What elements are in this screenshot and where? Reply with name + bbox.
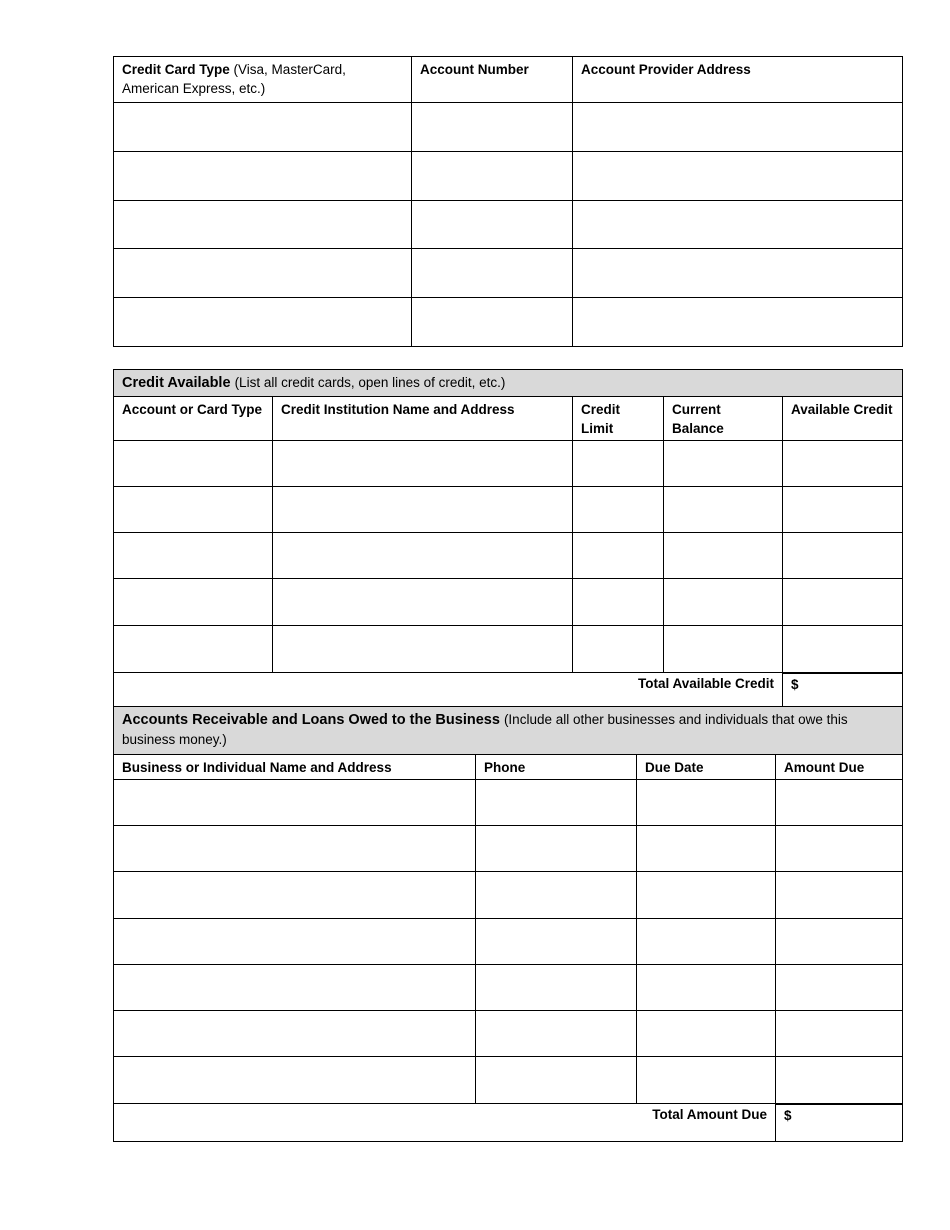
table-row <box>114 1011 903 1057</box>
available-cell[interactable] <box>783 441 903 487</box>
receivables-title: Accounts Receivable and Loans Owed to the Business <box>122 712 500 728</box>
due-date-cell[interactable] <box>637 780 776 826</box>
provider-address-cell[interactable] <box>573 249 903 298</box>
institution-cell[interactable] <box>273 579 573 626</box>
due-date-cell[interactable] <box>637 965 776 1011</box>
total-amount-due-label: Total Amount Due <box>114 1104 776 1142</box>
business-name-cell[interactable] <box>114 826 476 872</box>
limit-cell[interactable] <box>573 487 664 533</box>
credit-institution-header: Credit Institution Name and Address <box>273 397 573 441</box>
provider-address-cell[interactable] <box>573 201 903 249</box>
credit-available-table <box>113 369 903 710</box>
amount-due-cell[interactable] <box>776 872 903 919</box>
due-date-header: Due Date <box>637 755 776 780</box>
amount-due-cell[interactable] <box>776 965 903 1011</box>
table-row <box>114 826 903 872</box>
amount-due-cell[interactable] <box>776 1011 903 1057</box>
section-title <box>114 707 903 755</box>
available-cell[interactable] <box>783 626 903 673</box>
balance-cell[interactable] <box>664 533 783 579</box>
table-row <box>114 152 903 201</box>
phone-cell[interactable] <box>476 780 637 826</box>
available-cell[interactable] <box>783 487 903 533</box>
section-title <box>114 370 903 397</box>
limit-cell[interactable] <box>573 579 664 626</box>
credit-card-type-label: Credit Card Type <box>122 62 230 77</box>
table-row <box>114 579 903 626</box>
phone-cell[interactable] <box>476 1057 637 1104</box>
account-number-header: Account Number <box>412 57 573 103</box>
balance-cell[interactable] <box>664 579 783 626</box>
table-row <box>114 872 903 919</box>
table-row <box>114 441 903 487</box>
table-row <box>114 919 903 965</box>
receivables-total-row <box>114 1104 903 1142</box>
amount-due-header: Amount Due <box>776 755 903 780</box>
account-number-cell[interactable] <box>412 298 573 347</box>
credit-card-table <box>113 56 903 347</box>
limit-cell[interactable] <box>573 441 664 487</box>
amount-due-cell[interactable] <box>776 826 903 872</box>
receivables-title-row <box>114 707 903 755</box>
account-number-cell[interactable] <box>412 152 573 201</box>
limit-cell[interactable] <box>573 533 664 579</box>
table-row <box>114 626 903 673</box>
provider-address-cell[interactable] <box>573 152 903 201</box>
due-date-cell[interactable] <box>637 1011 776 1057</box>
amount-due-cell[interactable] <box>776 780 903 826</box>
limit-cell[interactable] <box>573 626 664 673</box>
total-amount-due-value[interactable]: $ <box>776 1104 903 1142</box>
account-type-cell[interactable] <box>114 579 273 626</box>
institution-cell[interactable] <box>273 533 573 579</box>
credit-card-type-header <box>114 57 412 103</box>
amount-due-cell[interactable] <box>776 1057 903 1104</box>
credit-card-type-cell[interactable] <box>114 103 412 152</box>
provider-address-cell[interactable] <box>573 298 903 347</box>
amount-due-cell[interactable] <box>776 919 903 965</box>
due-date-cell[interactable] <box>637 872 776 919</box>
available-credit-header: Available Credit <box>783 397 903 441</box>
phone-cell[interactable] <box>476 965 637 1011</box>
credit-total-row <box>114 673 903 710</box>
phone-cell[interactable] <box>476 1011 637 1057</box>
table-row <box>114 965 903 1011</box>
current-balance-header: Current Balance <box>664 397 783 441</box>
business-name-header: Business or Individual Name and Address <box>114 755 476 780</box>
institution-cell[interactable] <box>273 626 573 673</box>
accounts-receivable-table <box>113 706 903 1142</box>
credit-available-title: Credit Available <box>122 375 231 391</box>
credit-card-type-cell[interactable] <box>114 298 412 347</box>
credit-limit-header: Credit Limit <box>573 397 664 441</box>
account-number-cell[interactable] <box>412 201 573 249</box>
total-available-credit-label: Total Available Credit <box>114 673 783 710</box>
balance-cell[interactable] <box>664 626 783 673</box>
business-name-cell[interactable] <box>114 919 476 965</box>
provider-address-cell[interactable] <box>573 103 903 152</box>
phone-header: Phone <box>476 755 637 780</box>
balance-cell[interactable] <box>664 441 783 487</box>
account-number-cell[interactable] <box>412 249 573 298</box>
phone-cell[interactable] <box>476 872 637 919</box>
credit-available-note: (List all credit cards, open lines of credit, etc.) <box>234 375 506 390</box>
receivables-header-row <box>114 755 903 780</box>
table-row <box>114 487 903 533</box>
business-name-cell[interactable] <box>114 1011 476 1057</box>
account-type-cell[interactable] <box>114 533 273 579</box>
table-row <box>114 103 903 152</box>
table-row <box>114 533 903 579</box>
account-type-cell[interactable] <box>114 441 273 487</box>
table-row <box>114 780 903 826</box>
credit-card-type-cell[interactable] <box>114 201 412 249</box>
business-name-cell[interactable] <box>114 780 476 826</box>
available-cell[interactable] <box>783 579 903 626</box>
table-row <box>114 1057 903 1104</box>
business-name-cell[interactable] <box>114 1057 476 1104</box>
table-row <box>114 201 903 249</box>
institution-cell[interactable] <box>273 441 573 487</box>
table-row <box>114 249 903 298</box>
phone-cell[interactable] <box>476 919 637 965</box>
credit-card-type-cell[interactable] <box>114 152 412 201</box>
due-date-cell[interactable] <box>637 1057 776 1104</box>
business-name-cell[interactable] <box>114 872 476 919</box>
credit-card-header-row <box>114 57 903 103</box>
account-provider-address-header: Account Provider Address <box>573 57 903 103</box>
account-type-cell[interactable] <box>114 487 273 533</box>
table-row <box>114 298 903 347</box>
receivables-note: (Include all other businesses and individuals that owe this business money.) <box>122 712 848 747</box>
business-name-cell[interactable] <box>114 965 476 1011</box>
account-type-cell[interactable] <box>114 626 273 673</box>
credit-available-header-row <box>114 397 903 441</box>
due-date-cell[interactable] <box>637 826 776 872</box>
due-date-cell[interactable] <box>637 919 776 965</box>
institution-cell[interactable] <box>273 487 573 533</box>
balance-cell[interactable] <box>664 487 783 533</box>
phone-cell[interactable] <box>476 826 637 872</box>
account-card-type-header: Account or Card Type <box>114 397 273 441</box>
total-available-credit-value[interactable]: $ <box>783 673 903 710</box>
credit-card-type-cell[interactable] <box>114 249 412 298</box>
credit-card-type-note: (Visa, MasterCard, American Express, etc.) <box>122 62 346 96</box>
account-number-cell[interactable] <box>412 103 573 152</box>
credit-available-title-row <box>114 370 903 397</box>
available-cell[interactable] <box>783 533 903 579</box>
